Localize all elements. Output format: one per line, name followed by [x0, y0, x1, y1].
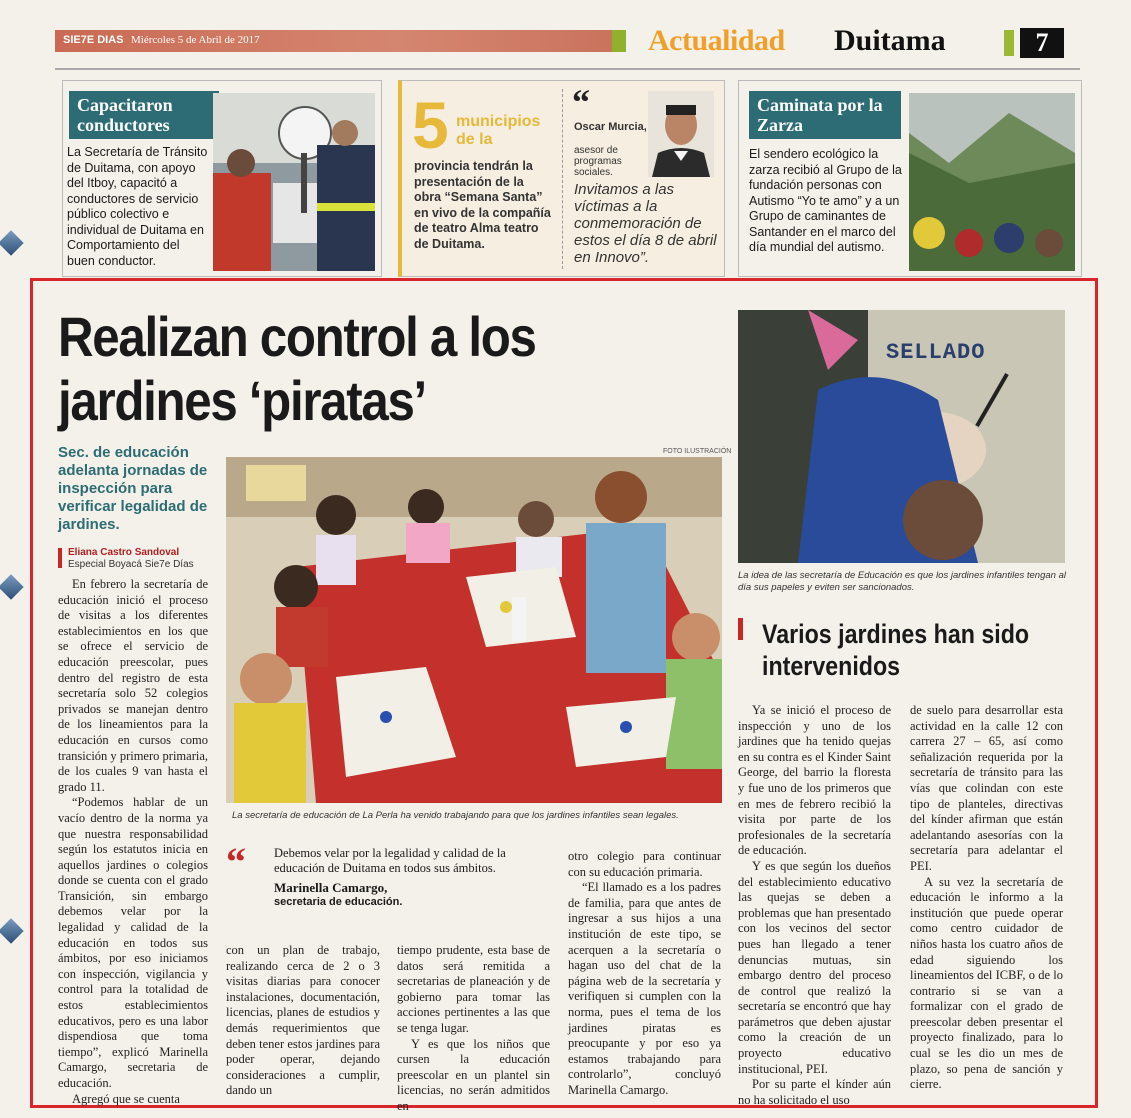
brief-text: provincia tendrán la presentación de la obra “Semana Santa” en vivo de la compañía de teatro Alma teatro de Duitama.: [414, 159, 551, 251]
hiking-photo: [909, 93, 1075, 271]
pull-quote-author: Marinella Camargo,: [274, 880, 388, 895]
author-role: Especial Boyacá Sie7e Días: [68, 559, 194, 570]
quote-author: Oscar Murcia,: [574, 121, 647, 133]
brief-number: 5: [412, 88, 449, 162]
kindergarten-photo: [226, 457, 722, 803]
issue-date: Miércoles 5 de Abril de 2017: [131, 34, 260, 46]
paragraph: con un plan de trabajo, realizando cerca de 2 o 3 visitas diarias para conocer instalaciones, documentación, licencias, planes de estudios y demás requerimientos que deben tener estos jardines para poder operar, dejando consideraciones a cumplir, dando un: [226, 943, 380, 1098]
subtitle-accent: [738, 618, 743, 640]
article-column-6: [910, 703, 1063, 1093]
header-accent: [1004, 30, 1014, 56]
brief-text: El sendero ecológico la zarza recibió al Grupo de la fundación personas con Autismo “Yo te amo” y a un Grupo de caminantes de Santander en el marco del día mundial del autismo.: [749, 147, 902, 254]
brief-caminata: [738, 80, 1082, 277]
paragraph: “El llamado es a los padres de familia, para que antes de ingresar a sus hijos a una institución de este tipo, se acerquen a la secretaría o hagan uso del chat de la página web de la secretaría y verifiquen si cumplen con la norma, pues el tema de los jardines piratas es preocupante y por eso ya estamos trabajando para controlarlo”, concluyó Marinella Camargo.: [568, 880, 721, 1097]
paragraph: Y es que según los dueños del establecimiento educativo las quejas se deben a problemas que han presentado con los vecinos del sector pues han llegado a tener denuncias mutuas, sin embargo dentro del proceso de control que realizó la secretaría se encontró que hay parámetros que deben ajustar como la creación de un proyecto educativo institucional, PEI.: [738, 858, 891, 1076]
main-photo-caption: La secretaría de educación de La Perla ha venido trabajando para que los jardines infantiles sean legales.: [232, 810, 679, 821]
section-name: Actualidad: [648, 24, 785, 57]
brief-title: Caminata por la Zarza: [749, 91, 901, 139]
article-headline: Realizan control a los jardines ‘piratas’: [58, 305, 536, 432]
quote-text: Invitamos a las víctimas a la conmemoración de estos el día 8 de abril en Innovo”.: [574, 181, 717, 266]
header-accent: [612, 30, 626, 52]
author-name: Eliana Castro Sandoval: [68, 547, 180, 558]
pull-quote: [226, 839, 546, 924]
portrait-photo: [648, 91, 714, 177]
paragraph: de suelo para desarrollar esta actividad en la calle 12 con carrera 27 – 65, así como señalización requerida por la secretaría de tránsito para las vías que colindan con este tipo de planteles, directivas del kínder afirman que están adelantando asesorías con la secretaría para adelantar el PEI.: [910, 703, 1063, 873]
article-column-2: [226, 943, 380, 1099]
brief-text: La Secretaría de Tránsito de Duitama, con apoyo del Itboy, capacitó a conductores de servicio público colectivo e individual de Duitama en Comportamiento del buen conductor.: [67, 145, 208, 268]
page-number: 7: [1020, 28, 1064, 58]
city-name: Duitama: [834, 24, 946, 57]
paragraph: Por su parte el kínder aún no ha solicitado el uso: [738, 1077, 891, 1107]
article-subhead: Sec. de educación adelanta jornadas de inspección para verificar legalidad de jardines.: [58, 444, 208, 533]
brief-title: Capacitaron conductores: [69, 91, 219, 139]
photo-credit: FOTO ILUSTRACIÓN: [663, 448, 732, 455]
article-column-4: [568, 849, 721, 1099]
article-column-3: [397, 943, 550, 1115]
paragraph: A su vez la secretaría de educación le informo a la institución que puede operar como centro cuidador de niños hasta los cuatro años de edad siguiendo los lineamientos del ICBF, o de lo contrario si se van a formalizar con el grado de preescolar deben presentar el proyecto finalizado, para lo cual se les dio un mes de plazo, so pena de sanción y cierre.: [910, 874, 1063, 1092]
byline-accent: [58, 548, 62, 568]
side-photo-caption: La idea de las secretaría de Educación es que los jardines infantiles tengan al día sus papeles y eviten ser sancionados.: [738, 570, 1066, 593]
article-column-5: [738, 703, 891, 1108]
paragraph: “Podemos hablar de un vacío dentro de la norma ya que nuestra responsabilidad según los estatutos inicia en aquellos jardines o colegios donde se cuenta con el grado Transición, sin embargo debemos velar por la legalidad y calidad de la educación en todos sus ámbitos, por eso iniciamos con inspección, vigilancia y control para la totalidad de estos establecimientos educativos, pero es una labor dispendiosa que toma tiempo”, explicó Marinella Camargo, secretaria de educación.: [58, 795, 208, 1090]
quote-icon: “: [226, 839, 246, 884]
quote-author-role: asesor de programas sociales.: [574, 145, 622, 178]
brief-conductores: [62, 80, 382, 277]
margin-mark: [0, 230, 24, 255]
pull-quote-author-role: secretaria de educación.: [274, 896, 403, 908]
divider: [562, 89, 564, 269]
paragraph: tiempo prudente, esta base de datos será remitida a secretarias de planeación y de gobierno para tomar las acciones pertinentes a las que se tenga lugar.: [397, 943, 550, 1035]
paragraph: En febrero la secretaría de educación inició el proceso de visitas a los diferentes establecimientos en los que se ofrece el servicio de educación preescolar, pues dentro del registro de esta secretaría solo 52 colegios privados se manejan dentro de los lineamientos para la educación en cursos como transición y primero primaria, de los cuales 9 van hasta el grado 11.: [58, 577, 208, 794]
divider: [55, 68, 1080, 70]
quote-icon: “: [572, 82, 590, 122]
newspaper-brand: SIE7E DIAS: [63, 34, 124, 46]
sealed-sign-photo: [738, 310, 1065, 563]
paragraph: Y es que los niños que cursen la educación preescolar en un plantel sin licencias, no serán admitidos en: [397, 1036, 550, 1113]
margin-mark: [0, 574, 24, 599]
paragraph: otro colegio para continuar con su educación primaria.: [568, 849, 721, 879]
traffic-training-photo: [213, 93, 375, 271]
sealed-sign-text: SELLADO: [886, 340, 986, 365]
section-subtitle: Varios jardines han sido intervenidos: [762, 619, 1030, 681]
paragraph: Ya se inició el proceso de inspección y uno de los jardines que ha tenido quejas en su contra es el Kinder Saint George, del barrio la floresta y fue uno de los primeros que en mes de febrero recibió la visita por parte de los profesionales de la secretaría de educación.: [738, 703, 891, 858]
brief-municipios: [398, 80, 725, 277]
pull-quote-text: Debemos velar por la legalidad y calidad de la educación de Duitama en todos sus ámbitos.: [274, 846, 506, 875]
header-strip: [55, 30, 625, 52]
paragraph: Agregó que se cuenta: [72, 1091, 180, 1106]
brief-highlight: municipios de la: [456, 113, 541, 148]
margin-mark: [0, 918, 24, 943]
article-column-1: [58, 577, 208, 1106]
